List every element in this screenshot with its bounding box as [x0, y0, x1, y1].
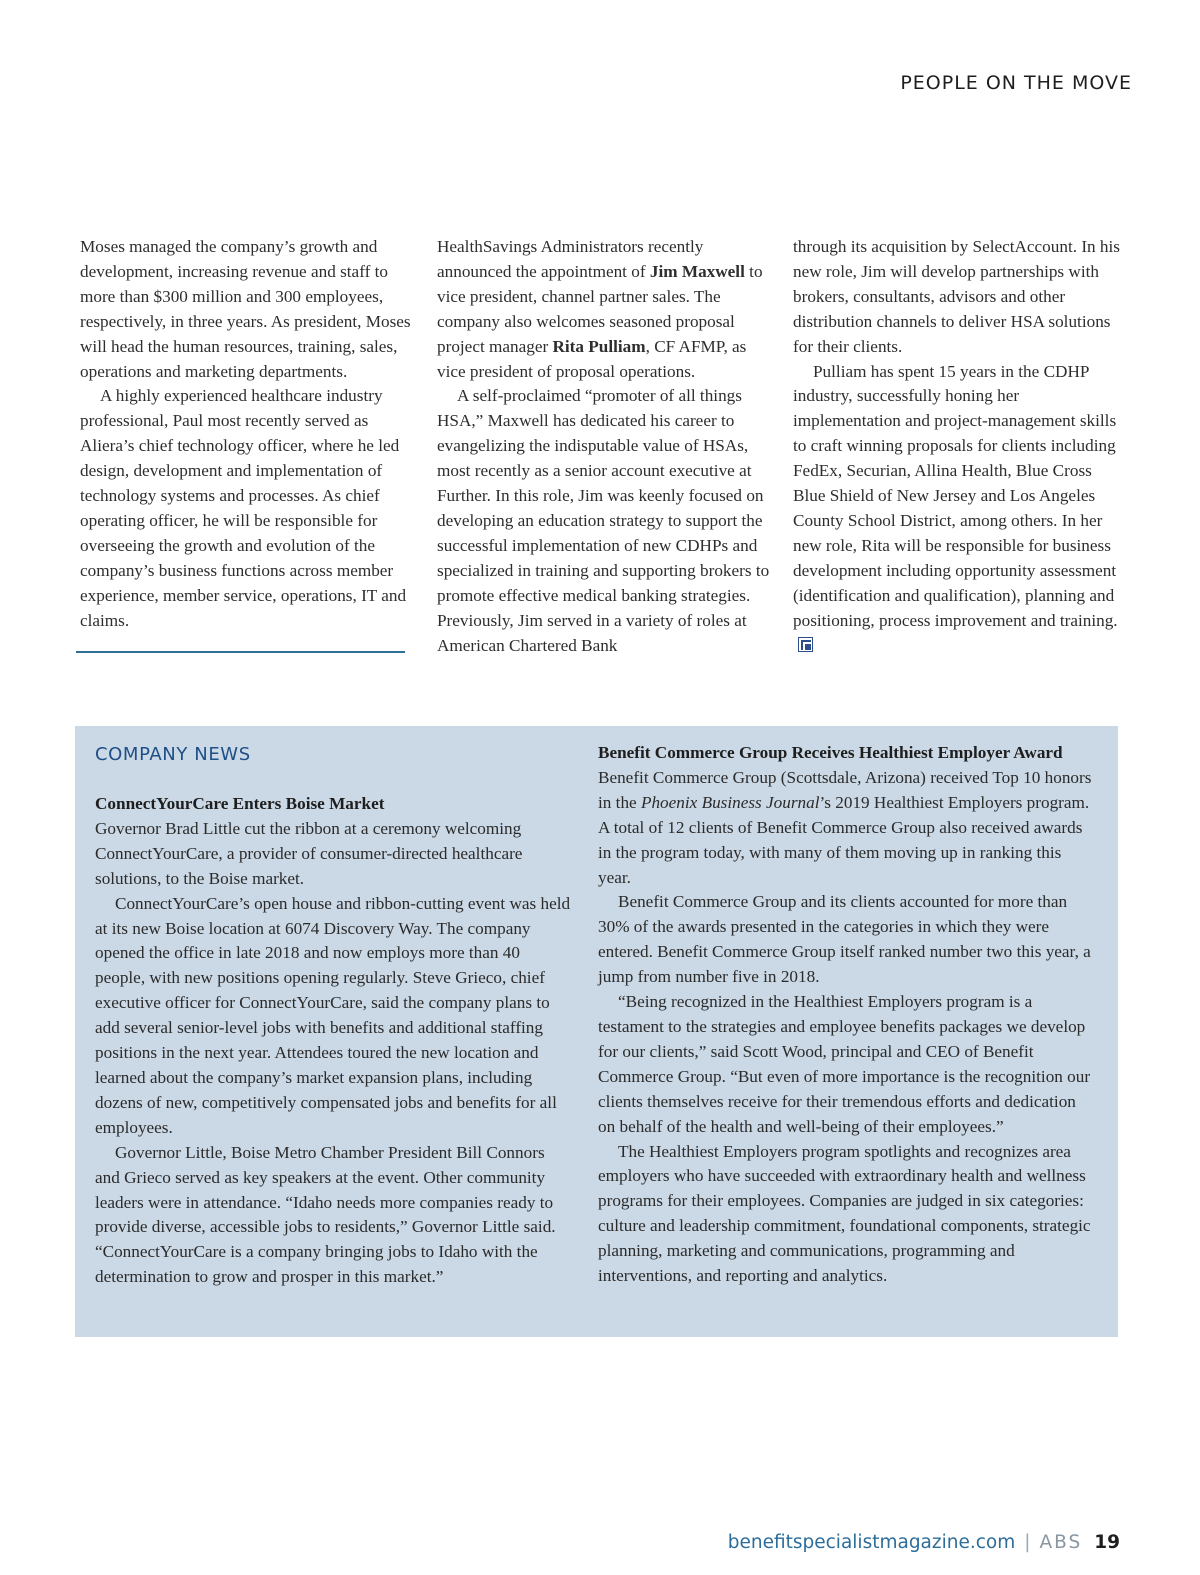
- article-column-3: [793, 235, 1128, 658]
- story-headline: ConnectYourCare Enters Boise Market: [95, 794, 385, 813]
- footer-separator: |: [1024, 1532, 1031, 1553]
- paragraph: ConnectYourCare’s open house and ribbon-cutting event was held at its new Boise location at 6074 Discovery Way. The company opened the office in late 2018 and now employs more than 40 people, with new positions opening regularly. Steve Grieco, chief executive officer for ConnectYourCare, said the company plans to add several senior-level jobs with benefits and additional staffing positions in the next year. Attendees toured the new location and learned about the company’s market expansion plans, including dozens of new, competitively compensated jobs and benefits for all employees.: [95, 893, 571, 1137]
- page-number: 19: [1094, 1532, 1120, 1553]
- text-run: ’s 2019 Healthiest Employers program. A total of 12 clients of Benefit Commerce Group also received awards in the program today, with many of them moving up in ranking this year.: [598, 792, 1090, 887]
- paragraph: [598, 766, 1096, 891]
- company-news-title: COMPANY NEWS: [95, 744, 251, 765]
- paragraph: Governor Brad Little cut the ribbon at a ceremony welcoming ConnectYourCare, a provider of consumer-directed healthcare solutions, to the Boise market.: [95, 818, 523, 888]
- paragraph: [793, 360, 1128, 659]
- column-divider-rule: [76, 651, 405, 653]
- person-name: Jim Maxwell: [649, 261, 745, 281]
- news-story-connectyourcare: [95, 792, 573, 1290]
- paragraph: through its acquisition by SelectAccount. In his new role, Jim will develop partnerships with brokers, consultants, advisors and other distribution channels to deliver HSA solutions for their clients.: [793, 237, 1120, 356]
- paragraph: The Healthiest Employers program spotlights and recognizes area employers who have succeeded with extraordinary health and wellness programs for their employees. Companies are judged in six categories: culture and leadership commitment, foundational components, strategic planning, marketing and communications, programming and interventions, and reporting and analytics.: [598, 1141, 1091, 1286]
- article-column-1: [80, 235, 414, 634]
- text-run: HealthSavings Administrators recently announced the appointment of: [437, 237, 704, 281]
- publication-title: Phoenix Business Journal: [640, 792, 820, 812]
- section-header: PEOPLE ON THE MOVE: [900, 72, 1132, 94]
- page-footer: [728, 1532, 1120, 1553]
- paragraph: Benefit Commerce Group and its clients accounted for more than 30% of the awards presented in the categories in which they were entered. Benefit Commerce Group itself ranked number two this year, a jump from number five in 2018.: [598, 892, 1091, 987]
- website-link[interactable]: benefitspecialistmagazine.com: [727, 1532, 1016, 1553]
- text-run: , CF AFMP, as vice president of proposal operations.: [437, 336, 747, 381]
- story-headline: Benefit Commerce Group Receives Healthiest Employer Award: [598, 743, 1063, 762]
- paragraph: Moses managed the company’s growth and development, increasing revenue and staff to more than $300 million and 300 employees, respectively, in three years. As president, Moses will head the human resources, training, sales, operations and marketing departments.: [80, 237, 411, 381]
- paragraph: “Being recognized in the Healthiest Employers program is a testament to the strategies and employee benefits packages we develop for our clients,” said Scott Wood, principal and CEO of Benefit Commerce Group. “But even of more importance is the recognition our clients themselves receive for their tremendous efforts and dedication on behalf of the health and well-being of their employees.”: [598, 992, 1091, 1136]
- text-run: Pulliam has spent 15 years in the CDHP industry, successfully honing her implementation and project-management skills to craft winning proposals for clients including FedEx, Securian, Allina Health, Blue Cross Blue Shield of New Jersey and Los Angeles County School District, among others. In her new role, Rita will be responsible for business development including opportunity assessment (identification and qualification), planning and positioning, process improvement and training.: [793, 361, 1118, 630]
- paragraph: [437, 235, 772, 384]
- abs-logo-end-mark-icon: [798, 637, 813, 652]
- paragraph: A self-proclaimed “promoter of all things HSA,” Maxwell has dedicated his career to evangelizing the indisputable value of HSAs, most recently as a senior account executive at Further. In this role, Jim was keenly focused on developing an education strategy to support the successful implementation of new CDHPs and specialized in training and supporting brokers to promote effective medical banking strategies. Previously, Jim served in a variety of roles at American Chartered Bank: [437, 386, 770, 655]
- text-run: Benefit Commerce Group (Scottsdale, Arizona) received Top 10 honors in the: [598, 767, 1092, 812]
- paragraph: Governor Little, Boise Metro Chamber President Bill Connors and Grieco served as key speakers at the event. Other community leaders were in attendance. “Idaho needs more companies ready to provide diverse, accessible jobs to residents,” Governor Little said. “ConnectYourCare is a company bringing jobs to Idaho with the determination to grow and prosper in this market.”: [95, 1142, 556, 1287]
- text-run: to vice president, channel partner sales. The company also welcomes seasoned proposal project manager: [437, 261, 763, 356]
- publication-name: ABS: [1039, 1532, 1083, 1553]
- paragraph: A highly experienced healthcare industry professional, Paul most recently served as Aliera’s chief technology officer, where he led design, development and implementation of technology systems and processes. As chief operating officer, he will be responsible for overseeing the growth and evolution of the company’s business functions across member experience, member service, operations, IT and claims.: [80, 386, 407, 630]
- news-story-benefit-commerce: [598, 741, 1096, 1289]
- article-column-2: [437, 235, 772, 658]
- person-name: Rita Pulliam: [552, 336, 646, 356]
